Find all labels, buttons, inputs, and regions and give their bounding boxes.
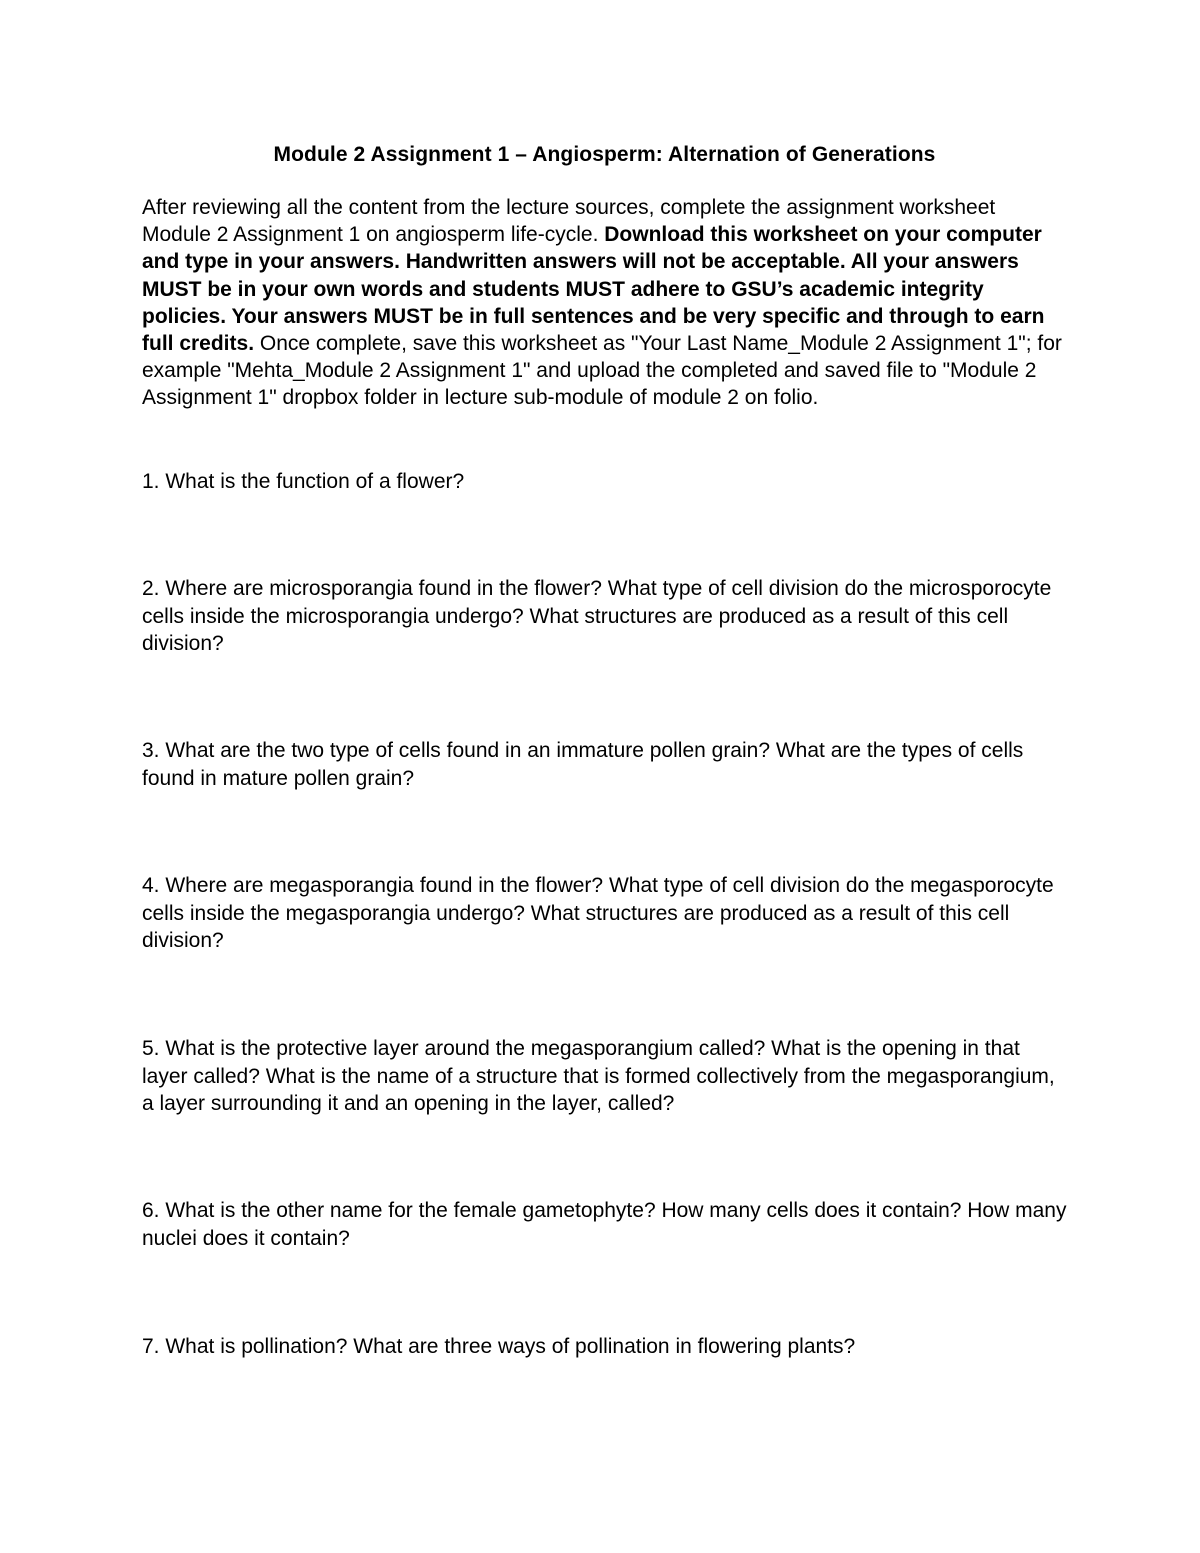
question-5: 5. What is the protective layer around the megasporangium called? What is the opening in that layer called? What is the name of a structure that is formed collectively from the megasporangium, a layer surrounding it and an opening in the layer, called? — [142, 1037, 1055, 1115]
question-2: 2. Where are microsporangia found in the flower? What type of cell division do the microsporocyte cells inside the microsporangia undergo? What structures are produced as a result of this cell division? — [142, 577, 1052, 655]
questions-list — [142, 0, 1067, 1553]
question-1: 1. What is the function of a flower? — [142, 470, 465, 493]
instructions-text-end: Once complete, save this worksheet as "Your Last Name_Module 2 Assignment 1"; for example "Mehta_Module 2 Assignment 1" and upload the completed and saved file to "Module 2 Assignment 1" dropbox folder in lecture sub-module of module 2 on folio. — [142, 332, 1062, 410]
question-6: 6. What is the other name for the female gametophyte? How many cells does it contain? How many nuclei does it contain? — [142, 1199, 1067, 1250]
question-7: 7. What is pollination? What are three ways of pollination in flowering plants? — [142, 1335, 856, 1358]
page-title: Module 2 Assignment 1 – Angiosperm: Alternation of Generations — [273, 143, 936, 166]
instructions-text-start: After reviewing all the content from the lecture sources, complete the assignment worksheet Module 2 Assignment 1 on angiosperm life-cycle. — [142, 196, 996, 247]
question-3: 3. What are the two type of cells found in an immature pollen grain? What are the types of cells found in mature pollen grain? — [142, 739, 1024, 790]
question-4: 4. Where are megasporangia found in the flower? What type of cell division do the megasporocyte cells inside the megasporangia undergo? What structures are produced as a result of this cell division? — [142, 874, 1054, 952]
instructions-bold-requirements: Download this worksheet on your computer and type in your answers. Handwritten answers will not be acceptable. All your answers MUST be in your own words and students MUST adhere to GSU’s academic integrity policies. Your answers MUST be in full sentences and be very specific and through to earn full credits. — [142, 223, 1045, 356]
